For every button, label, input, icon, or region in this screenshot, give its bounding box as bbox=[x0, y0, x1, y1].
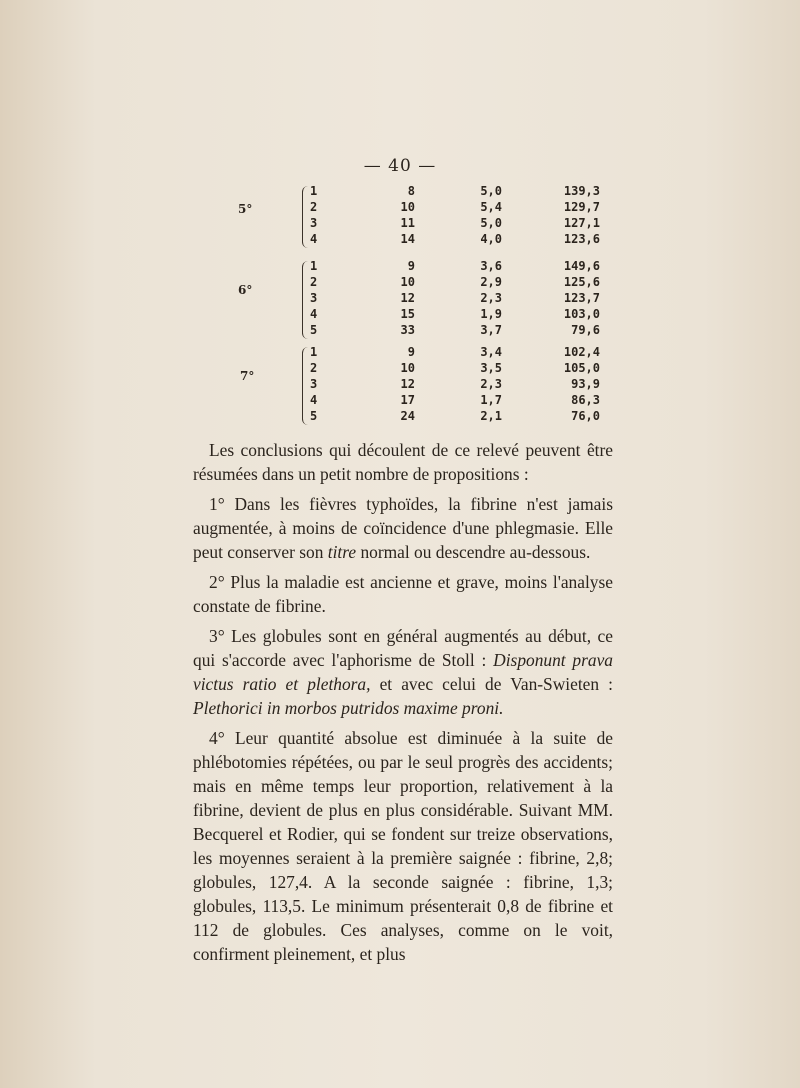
row-value-c: 123,6 bbox=[563, 232, 600, 246]
table-row bbox=[0, 275, 800, 292]
table-row bbox=[0, 307, 800, 324]
table-row bbox=[0, 291, 800, 308]
table-row bbox=[0, 184, 800, 201]
paragraph: 4° Leur quantité absolue est diminuée à la suite de phlébotomies répétées, ou par le seul progrès des accidents; mais en même temps leur proportion, relativement à la fibrine, devient de plus en plus considérable. Suivant MM. Becquerel et Rodier, qui se fondent sur treize observations, les moyennes seraient à la première saignée : fibrine, 2,8; globules, 127,4. A la seconde saignée : fibrine, 1,3; globules, 113,5. Le minimum présenterait 0,8 de fibrine et 112 de globules. Ces analyses, comme on le voit, confirment pleinement, et plus bbox=[193, 728, 613, 964]
row-index: 3 bbox=[310, 291, 318, 305]
row-value-b: 5,4 bbox=[480, 200, 502, 214]
table-row bbox=[0, 232, 800, 249]
row-value-c: 149,6 bbox=[563, 259, 600, 273]
row-value-a: 12 bbox=[400, 291, 415, 305]
row-index: 1 bbox=[310, 184, 318, 198]
table-row bbox=[0, 393, 800, 410]
row-value-c: 123,7 bbox=[563, 291, 600, 305]
row-value-c: 127,1 bbox=[563, 216, 600, 230]
row-value-b: 2,9 bbox=[480, 275, 502, 289]
row-index: 4 bbox=[310, 307, 318, 321]
paragraph: 3° Les globules sont en général augmentés au début, ce qui s'accorde avec l'aphorisme de Stoll : Disponunt prava victus ratio et plethora, et avec celui de Van-Swieten : Plethorici in morbos putridos maxime proni. bbox=[193, 626, 613, 718]
row-value-a: 10 bbox=[400, 200, 415, 214]
row-value-b: 3,5 bbox=[480, 361, 502, 375]
row-value-a: 15 bbox=[400, 307, 415, 321]
row-value-a: 8 bbox=[407, 184, 415, 198]
paragraph: Les conclusions qui découlent de ce relevé peuvent être résumées dans un petit nombre de propositions : bbox=[193, 440, 613, 484]
table-row bbox=[0, 377, 800, 394]
italic-term: titre bbox=[327, 542, 357, 562]
row-value-c: 93,9 bbox=[571, 377, 600, 391]
table-row bbox=[0, 345, 800, 362]
body-text bbox=[193, 438, 613, 972]
row-value-a: 10 bbox=[400, 361, 415, 375]
row-index: 1 bbox=[310, 259, 318, 273]
page-number: — 40 — bbox=[363, 156, 437, 176]
row-value-a: 9 bbox=[407, 259, 415, 273]
row-value-b: 1,7 bbox=[480, 393, 502, 407]
row-value-c: 105,0 bbox=[563, 361, 600, 375]
row-value-c: 102,4 bbox=[563, 345, 600, 359]
latin-quote: Plethorici in morbos putridos maxime proni. bbox=[193, 698, 504, 718]
row-value-c: 86,3 bbox=[571, 393, 600, 407]
row-value-a: 11 bbox=[400, 216, 415, 230]
row-value-b: 3,4 bbox=[480, 345, 502, 359]
row-index: 1 bbox=[310, 345, 318, 359]
group-label: 7° bbox=[240, 369, 255, 383]
row-index: 2 bbox=[310, 361, 318, 375]
latin-quote: Disponunt prava victus ratio et plethora, bbox=[193, 650, 613, 694]
row-value-a: 14 bbox=[400, 232, 415, 246]
row-index: 2 bbox=[310, 275, 318, 289]
paragraph: 1° Dans les fièvres typhoïdes, la fibrine n'est jamais augmentée, à moins de coïncidence d'une phlegmasie. Elle peut conserver son titre normal ou descendre au-dessous. bbox=[193, 494, 613, 562]
row-index: 4 bbox=[310, 232, 318, 246]
row-value-a: 9 bbox=[407, 345, 415, 359]
row-value-b: 2,1 bbox=[480, 409, 502, 423]
row-value-b: 2,3 bbox=[480, 291, 502, 305]
row-value-a: 10 bbox=[400, 275, 415, 289]
row-index: 4 bbox=[310, 393, 318, 407]
row-value-c: 103,0 bbox=[563, 307, 600, 321]
row-value-a: 17 bbox=[400, 393, 415, 407]
row-value-b: 5,0 bbox=[480, 184, 502, 198]
row-value-c: 139,3 bbox=[563, 184, 600, 198]
table-row bbox=[0, 200, 800, 217]
row-value-c: 125,6 bbox=[563, 275, 600, 289]
row-index: 3 bbox=[310, 216, 318, 230]
row-value-b: 3,6 bbox=[480, 259, 502, 273]
row-value-c: 76,0 bbox=[571, 409, 600, 423]
row-value-b: 2,3 bbox=[480, 377, 502, 391]
paragraph: 2° Plus la maladie est ancienne et grave, moins l'analyse constate de fibrine. bbox=[193, 572, 613, 616]
table-row bbox=[0, 361, 800, 378]
row-value-c: 79,6 bbox=[571, 323, 600, 337]
table-row bbox=[0, 216, 800, 233]
row-index: 2 bbox=[310, 200, 318, 214]
row-value-a: 33 bbox=[400, 323, 415, 337]
table-row bbox=[0, 323, 800, 340]
row-value-b: 1,9 bbox=[480, 307, 502, 321]
row-value-b: 3,7 bbox=[480, 323, 502, 337]
group-label: 5° bbox=[238, 202, 253, 216]
row-value-a: 12 bbox=[400, 377, 415, 391]
table-row bbox=[0, 259, 800, 276]
row-index: 5 bbox=[310, 323, 318, 337]
row-index: 5 bbox=[310, 409, 318, 423]
row-index: 3 bbox=[310, 377, 318, 391]
row-value-a: 24 bbox=[400, 409, 415, 423]
group-label: 6° bbox=[238, 283, 253, 297]
row-value-c: 129,7 bbox=[563, 200, 600, 214]
row-value-b: 5,0 bbox=[480, 216, 502, 230]
row-value-b: 4,0 bbox=[480, 232, 502, 246]
table-row bbox=[0, 409, 800, 426]
